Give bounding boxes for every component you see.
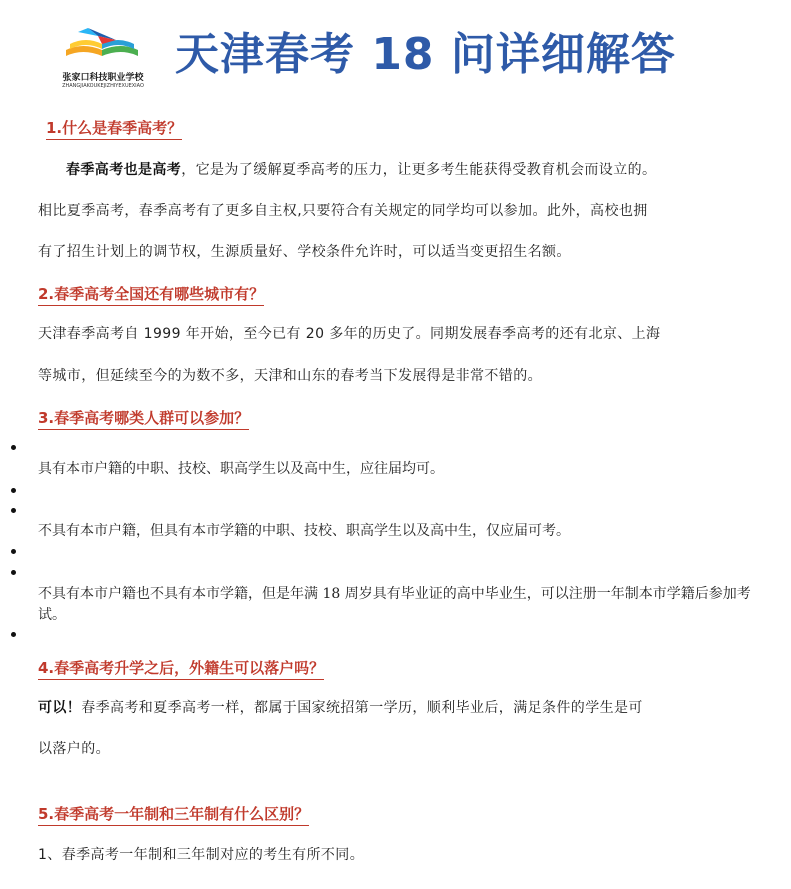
book-logo-icon [58,20,148,68]
bullet-dot [11,445,16,450]
bullet-dot [11,488,16,493]
bullet-dot [11,508,16,513]
school-name-cn: 张家口科技职业学校 [62,73,144,83]
section-1-lead-bold: 春季高考也是高考 [66,162,182,178]
page-title: 天津春考 18 问详细解答 [175,29,676,80]
bullet-dot [11,632,16,637]
section-4-lead-bold: 可以！ [38,700,82,716]
section-5-heading: 5.春季高考一年制和三年制有什么区别？ [38,803,309,826]
section-3-item-1: 具有本市户籍的中职、技校、职高学生以及高中生，应往届均可。 [38,461,444,477]
section-1-line-1 [38,150,754,191]
section-4-lead-rest: 春季高考和夏季高考一样，都属于国家统招第一学历，顺利毕业后，满足条件的学生是可 [81,700,643,716]
school-name-en: ZHANGJIAKOUKEJIZHIYEXUEXIAO [62,83,144,89]
bullet-dot [11,549,16,554]
bullet-dot [11,570,16,575]
section-3-heading: 3.春季高考哪类人群可以参加？ [38,407,249,430]
section-3-item-2: 不具有本市户籍，但具有本市学籍的中职、技校、职高学生以及高中生，仅应届可考。 [38,523,570,539]
page-header [0,0,791,100]
section-4-heading: 4.春季高考升学之后，外籍生可以落户吗？ [38,657,324,680]
section-2-line-2: 等城市，但延续至今的为数不多，天津和山东的春考当下发展得是非常不错的。 [38,368,542,384]
section-1-lead-rest: ，它是为了缓解夏季高考的压力，让更多考生能获得受教育机会而设立的。 [181,162,657,178]
section-2-heading: 2.春季高考全国还有哪些城市有？ [38,283,264,306]
section-2-line-1: 天津春季高考自 1999 年开始，至今已有 20 多年的历史了。同期发展春季高考的还有北京、上海 [38,326,661,342]
section-5-line-1: 1、春季高考一年制和三年制对应的考生有所不同。 [38,847,365,863]
section-1-line-3: 有了招生计划上的调节权，生源质量好、学校条件允许时，可以适当变更招生名额。 [38,244,571,260]
section-1-heading: 1.什么是春季高考？ [46,117,182,140]
school-logo [48,20,158,92]
section-1-line-2: 相比夏季高考，春季高考有了更多自主权,只要符合有关规定的同学均可以参加。此外，高校也拥 [38,203,648,219]
section-4-line-1 [38,688,754,729]
section-4-line-2: 以落户的。 [38,741,110,757]
section-3-item-3: 不具有本市户籍也不具有本市学籍，但是年满 18 周岁具有毕业证的高中毕业生，可以注册一年制本市学籍后参加考试。 [38,586,751,623]
